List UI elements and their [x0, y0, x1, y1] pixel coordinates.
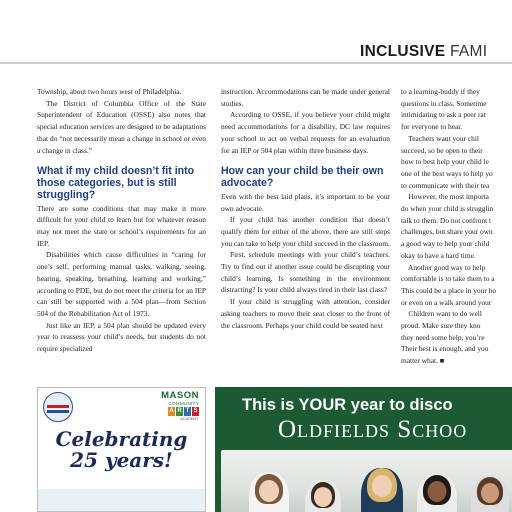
text-line: for everyone to hear. — [401, 122, 463, 132]
brand-tile: R — [177, 408, 182, 414]
article-column-3 — [401, 86, 512, 386]
article-column-1 — [37, 86, 206, 370]
text-line: Another good way to help — [401, 262, 486, 272]
text-line: However, the most importa — [401, 192, 489, 202]
text-line: to communicate with their tea — [401, 180, 490, 190]
text-line: Teachers want your chil — [401, 133, 479, 143]
text-line: okay to have a hard time. — [401, 250, 476, 260]
ad-brand-name: MASON — [161, 390, 199, 401]
brand-tile: A — [169, 408, 174, 414]
text-line: succeed, so be open to their — [401, 145, 483, 155]
text-line: a good way to help your child — [401, 239, 490, 249]
subheading-categories: What if my child doesn’t fit into those categories, but is still struggling? — [37, 165, 195, 201]
ad-brand-sub2: ACADEMY — [180, 417, 199, 421]
paragraph: Even with the best laid plans, it’s important to be your own advocate. — [221, 191, 390, 213]
student-figure — [305, 480, 341, 512]
text-line: to a learning-buddy if they — [401, 87, 480, 96]
ad-mason-community-arts[interactable] — [37, 387, 206, 512]
paragraph: Just like an IEP, a 504 plan should be updated every year to reassess your child’s needs, but students do not require specialized — [37, 320, 206, 354]
paragraph: instruction. Accommodations can be made under general studies. — [221, 87, 390, 108]
section-header-strong: INCLUSIVE — [360, 43, 446, 60]
brand-tile: T — [185, 408, 190, 414]
ad-headline: This is YOUR year to disco — [242, 396, 453, 414]
text-line: questions in class. Sometime — [401, 98, 487, 108]
text-line: how to best help your child le — [401, 157, 489, 167]
student-figure — [361, 468, 403, 512]
text-line: they need some help, you’re — [401, 332, 485, 342]
subheading-advocate: How can your child be their own advocate? — [221, 165, 384, 190]
student-figure — [471, 476, 509, 512]
ad-students-photo — [221, 450, 512, 512]
student-figure — [249, 472, 289, 512]
text-line: comfortable is to take them to a — [401, 274, 495, 284]
text-line: one of the best ways to help yo — [401, 168, 493, 178]
ad-oldfields-school[interactable] — [215, 387, 512, 512]
text-line: do when your child is strugglin — [401, 204, 494, 214]
text-line: Children want to do well — [401, 309, 482, 319]
ad-celebrating-line1: Celebrating — [55, 427, 188, 451]
paragraph: If your child is struggling with attention, consider asking teachers to move their seat closer to the front of the classroom. Perhaps your child could be seated next — [221, 297, 390, 330]
article-column-2 — [221, 86, 390, 370]
section-header — [360, 43, 512, 61]
text-line: This could be a place in your ho — [401, 285, 497, 295]
ad-school-name: Oldfields Schoo — [278, 416, 468, 443]
text-line: Their best is enough, and you — [401, 344, 489, 354]
paragraph: If your child has another condition that doesn’t qualify them for either of the above, there are still steps you can take to help your child succeed in the classroom. — [221, 215, 390, 248]
ad-celebrating-line2: 25 years! — [70, 448, 173, 472]
partner-seal-icon — [43, 392, 73, 422]
paragraph: The District of Columbia Office of the State Superintendent of Education (OSSE) also notes that special education services are designed to be adaptations that do “not necessarily mean a change in school or even a change in class.” — [37, 98, 206, 155]
text-line: matter what. ■ — [401, 356, 445, 366]
paragraph: According to OSSE, if you believe your child might need accommodations for a disability, DC law requires your school to act on verbal requests for an evaluation for an IEP or 504 plan within three business days. — [221, 110, 390, 155]
ad-photo-strip — [38, 489, 205, 511]
paragraph: There are some conditions that may make it more difficult for your child to learn but for whatever reason may not meet the state or school’s requirements for an IEP. — [37, 203, 206, 248]
ad-brand-sub: COMMUNITY — [168, 401, 199, 406]
student-figure — [417, 474, 457, 512]
text-line: intimidating to ask a peer rat — [401, 110, 486, 120]
brand-tile: S — [193, 408, 198, 414]
ad-brand-tiles — [161, 407, 199, 416]
section-header-light: FAMI — [450, 43, 488, 60]
paragraph: Disabilities which cause difficulties in “caring for one’s self, performing manual tasks, walking, seeing, hearing, speaking, breathing, learning and working,” according to PDE, but do not meet the criteria for an IEP can still be supported with a 504 plan—from Section 504 of the Rehabilitation Act of 1973. — [37, 250, 206, 318]
ad-celebrating-text — [38, 429, 205, 471]
text-line: proud. Make sure they kno — [401, 321, 481, 331]
text-line: challenges, but share your own — [401, 227, 493, 237]
ad-brand-logo — [161, 390, 199, 421]
paragraph: Township, about two hours west of Philadelphia. — [37, 87, 182, 96]
paragraph: First, schedule meetings with your child’s teachers. Try to find out if another issue could be disrupting your child’s learning. Is something in the environment distracting? Is your child always tired in their last class? — [221, 250, 390, 295]
header-divider — [0, 62, 512, 64]
text-line: or even on a walk around your — [401, 297, 492, 307]
text-line: talk to them. Do not confront t — [401, 215, 492, 225]
